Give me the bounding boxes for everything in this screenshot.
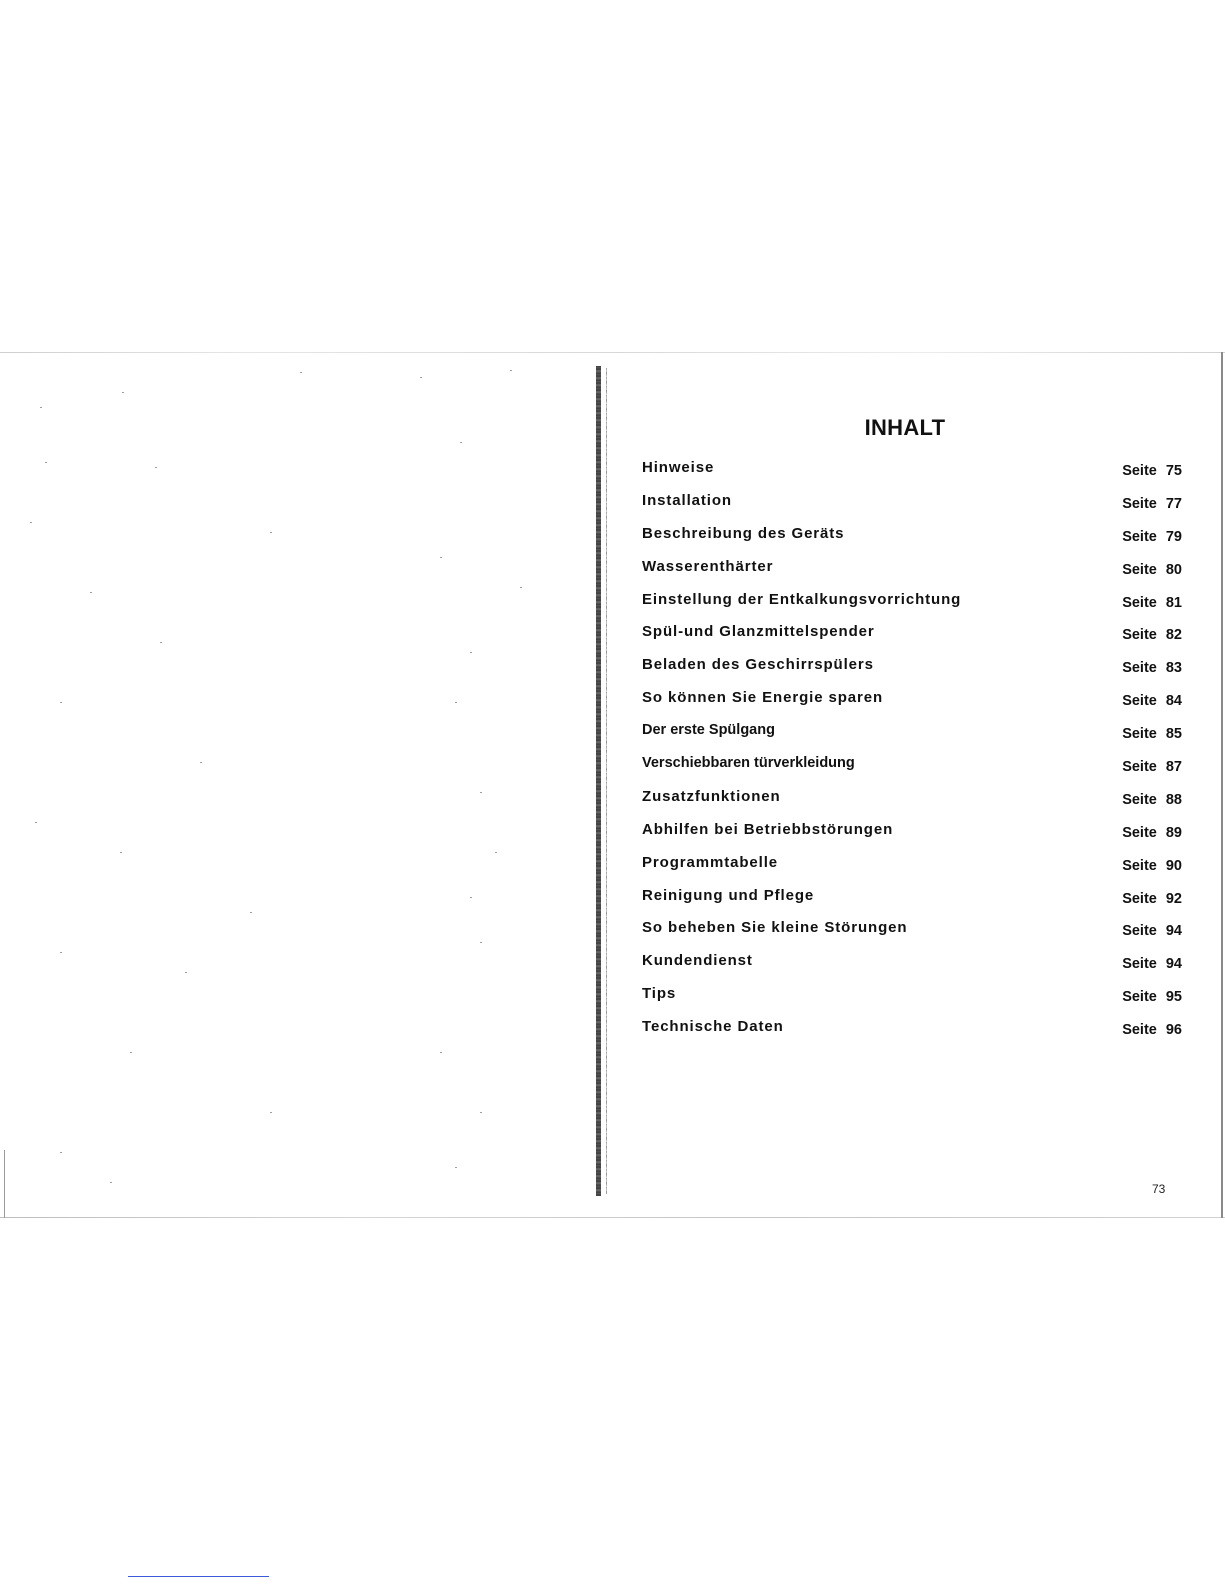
toc-entry-title: Hinweise [642, 459, 715, 476]
toc-entry-title: Tips [642, 985, 677, 1003]
page-word: Seite [1122, 693, 1157, 710]
toc-entry [642, 1012, 1182, 1045]
page-word: Seite [1122, 594, 1157, 611]
toc-entry [642, 716, 1182, 749]
page-word: Seite [1122, 660, 1157, 677]
toc-entry-title: Installation [642, 491, 732, 509]
page-word: Seite [1122, 857, 1157, 874]
toc-entry-page [1122, 496, 1182, 512]
page-word: Seite [1122, 463, 1157, 479]
toc-entry [642, 552, 1182, 585]
toc-entry-title: Zusatzfunktionen [642, 787, 781, 805]
page-word: Seite [1122, 923, 1157, 940]
page-ref: 84 [1165, 693, 1182, 710]
toc-entry [642, 979, 1182, 1012]
toc-entry-title: Wasserenthärter [642, 557, 774, 575]
toc-entry [642, 815, 1182, 848]
toc-entry-page [1122, 825, 1182, 841]
toc-entry-title: Kundendienst [642, 952, 753, 970]
blank-left-page [0, 352, 596, 1218]
toc-entry-page [1122, 463, 1182, 479]
page-word: Seite [1122, 791, 1157, 808]
page-ref: 81 [1165, 594, 1182, 611]
page-ref: 82 [1165, 627, 1182, 644]
toc-entry-page [1122, 660, 1182, 676]
page-right-edge [1221, 352, 1223, 1218]
page-ref: 95 [1165, 989, 1182, 1006]
toc-entry-title: Beladen des Geschirrspülers [642, 656, 874, 674]
page-word: Seite [1122, 989, 1157, 1006]
toc-entry [642, 946, 1182, 979]
toc-entry [642, 453, 1182, 486]
toc-entry [642, 913, 1182, 946]
toc-entry [642, 749, 1182, 782]
toc-entry-page [1122, 989, 1182, 1005]
table-of-contents [642, 453, 1182, 1045]
toc-entry-title: Beschreibung des Geräts [642, 524, 845, 542]
toc-entry-title: Reinigung und Pflege [642, 886, 815, 904]
toc-entry [642, 585, 1182, 618]
toc-entry [642, 782, 1182, 815]
page-ref: 80 [1165, 561, 1182, 578]
page-word: Seite [1122, 726, 1157, 743]
toc-entry-title: Einstellung der Entkalkungsvorrichtung [642, 590, 962, 608]
toc-entry-page [1122, 858, 1182, 874]
toc-entry-page [1122, 726, 1182, 742]
toc-entry-page [1122, 627, 1182, 643]
page-ref: 94 [1165, 956, 1182, 973]
toc-entry-page [1122, 562, 1182, 578]
page-word: Seite [1122, 1022, 1157, 1039]
page-ref: 75 [1165, 463, 1182, 479]
page-ref: 77 [1165, 495, 1182, 512]
toc-entry-title: So können Sie Energie sparen [642, 689, 884, 707]
page-word: Seite [1122, 824, 1157, 841]
page-word: Seite [1122, 495, 1157, 512]
toc-entry-page [1122, 923, 1182, 939]
toc-entry-title: So beheben Sie kleine Störungen [642, 919, 908, 937]
toc-entry-title: Spül-und Glanzmittelspender [642, 623, 875, 641]
toc-entry-page [1122, 529, 1182, 545]
toc-entry [642, 486, 1182, 519]
toc-entry-page [1122, 595, 1182, 611]
book-gutter-shadow [596, 366, 601, 1196]
page-word: Seite [1122, 627, 1157, 644]
toc-entry-page [1122, 759, 1182, 775]
toc-entry-title: Verschiebbaren türverkleidung [642, 755, 855, 772]
toc-entry [642, 650, 1182, 683]
page-ref: 89 [1165, 824, 1182, 841]
page-ref: 79 [1165, 528, 1182, 545]
toc-entry-title: Programmtabelle [642, 853, 779, 871]
page-ref: 94 [1165, 923, 1182, 940]
link-underline [128, 1576, 269, 1577]
toc-entry-title: Technische Daten [642, 1018, 784, 1036]
toc-entry-page [1122, 792, 1182, 808]
toc-entry [642, 683, 1182, 716]
page-ref: 85 [1165, 726, 1182, 743]
page-word: Seite [1122, 528, 1157, 545]
page-ref: 96 [1165, 1022, 1182, 1039]
page-ref: 87 [1165, 759, 1182, 776]
page-word: Seite [1122, 759, 1157, 776]
toc-entry-title: Abhilfen bei Betriebbstörungen [642, 820, 894, 838]
page-word: Seite [1122, 890, 1157, 907]
page-word: Seite [1122, 956, 1157, 973]
toc-entry [642, 881, 1182, 914]
page-number: 73 [1152, 1182, 1166, 1196]
page-word: Seite [1122, 561, 1157, 578]
toc-entry [642, 519, 1182, 552]
toc-entry-page [1122, 956, 1182, 972]
page-ref: 88 [1165, 791, 1182, 808]
page-ref: 90 [1165, 857, 1182, 874]
gutter-fold-line [606, 368, 607, 1194]
toc-entry [642, 617, 1182, 650]
toc-entry-title: Der erste Spülgang [642, 722, 775, 739]
toc-heading: INHALT [864, 414, 946, 440]
toc-entry-page [1122, 693, 1182, 709]
page-ref: 92 [1165, 890, 1182, 907]
page-ref: 83 [1165, 660, 1182, 677]
toc-entry [642, 848, 1182, 881]
toc-entry-page [1122, 891, 1182, 907]
toc-entry-page [1122, 1022, 1182, 1038]
